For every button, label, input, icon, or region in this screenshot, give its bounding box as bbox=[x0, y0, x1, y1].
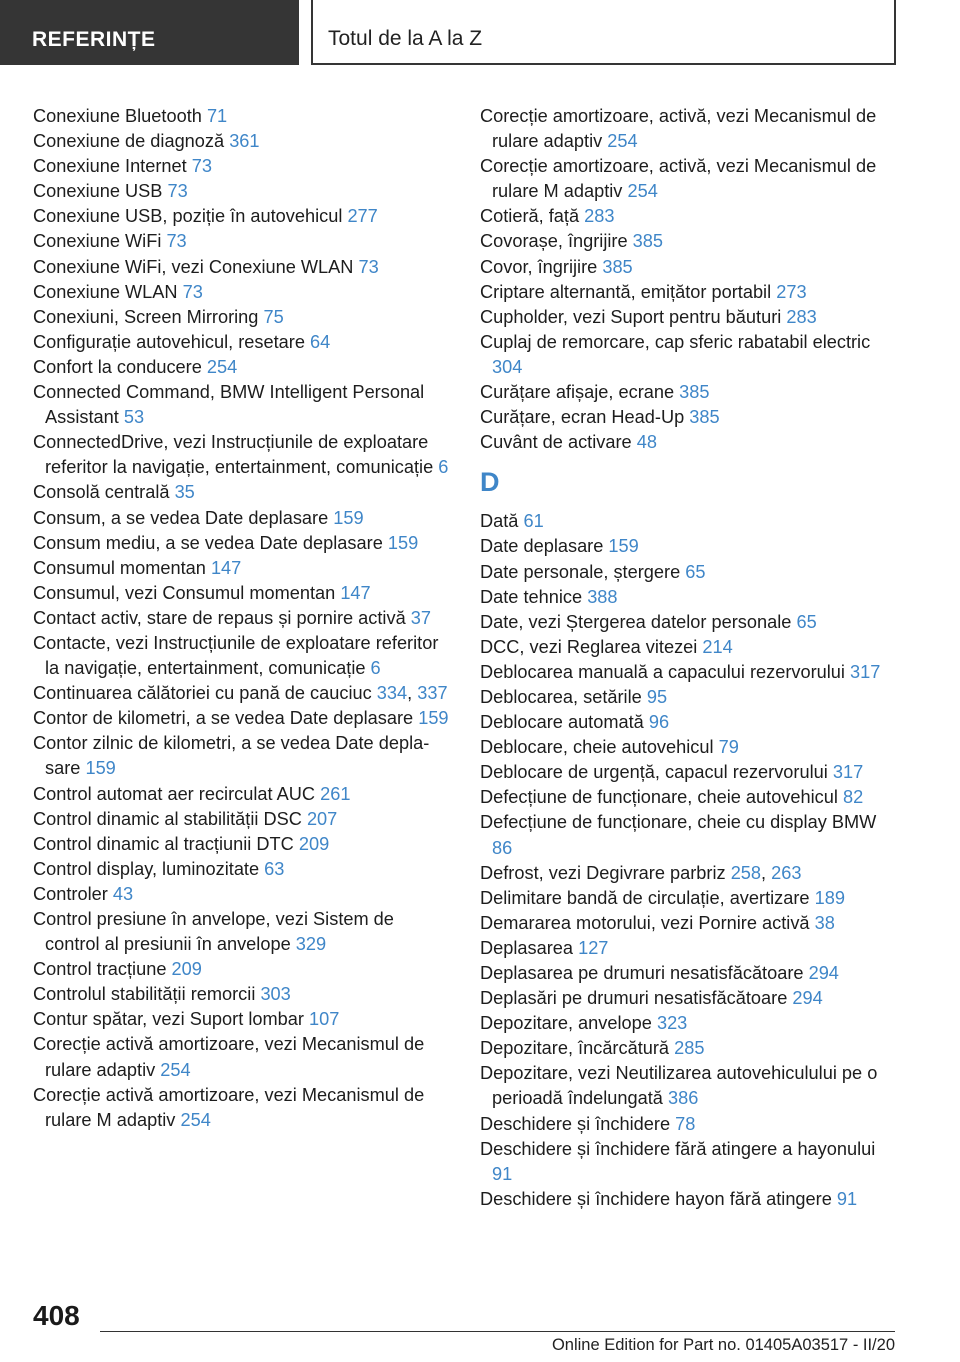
page-reference-link[interactable]: 73 bbox=[358, 256, 379, 277]
index-entry bbox=[33, 631, 453, 681]
index-entry-term: Contor de kilometri, a se vedea Date deplasare bbox=[33, 708, 414, 729]
index-entry-term: Configurație autovehicul, resetare bbox=[33, 331, 305, 352]
page-reference-link[interactable]: 385 bbox=[632, 231, 663, 252]
page-reference-link[interactable]: 43 bbox=[112, 883, 134, 904]
page-reference-link[interactable]: 6 bbox=[438, 457, 449, 478]
index-entry bbox=[33, 556, 453, 581]
index-entry bbox=[33, 330, 453, 355]
page-reference-link[interactable]: 385 bbox=[679, 382, 710, 403]
page-reference-link[interactable]: 75 bbox=[263, 306, 284, 327]
index-entry bbox=[33, 1083, 453, 1133]
index-entry-term: Conexiune WiFi bbox=[33, 231, 162, 252]
index-entry bbox=[480, 330, 900, 380]
page-reference-link[interactable]: 159 bbox=[85, 758, 116, 779]
index-entry bbox=[33, 706, 453, 731]
index-entry bbox=[33, 907, 453, 957]
index-entry bbox=[33, 280, 453, 305]
index-entry bbox=[480, 1036, 900, 1061]
index-entry bbox=[33, 480, 453, 505]
index-entry-term: Curățare afișaje, ecrane bbox=[480, 382, 675, 403]
index-entry bbox=[33, 506, 453, 531]
index-entry-term: Deschidere și închidere bbox=[480, 1113, 671, 1134]
page-reference-link[interactable]: 63 bbox=[264, 858, 285, 879]
index-entry bbox=[480, 986, 900, 1011]
page-reference-link[interactable]: 95 bbox=[646, 686, 668, 707]
page-reference-link[interactable]: 147 bbox=[340, 582, 371, 603]
index-entry bbox=[480, 560, 900, 585]
index-entry-term: Curățare, ecran Head-Up bbox=[480, 407, 685, 428]
index-entry-term: Control dinamic al stabilității DSC bbox=[33, 808, 302, 829]
page-reference-link[interactable]: 283 bbox=[584, 206, 615, 227]
index-entry bbox=[33, 1032, 453, 1082]
index-entry bbox=[33, 581, 453, 606]
index-entry bbox=[33, 1007, 453, 1032]
index-entry bbox=[33, 731, 453, 781]
index-entry-term: Delimitare bandă de circulație, avertizare bbox=[480, 887, 810, 908]
index-group-c bbox=[480, 104, 900, 455]
page-reference-link[interactable]: 337 bbox=[417, 683, 448, 704]
page-reference-link[interactable]: 159 bbox=[608, 536, 639, 557]
index-entry bbox=[33, 104, 453, 129]
index-entry bbox=[480, 405, 900, 430]
chapter-title: Totul de la A la Z bbox=[328, 27, 483, 50]
index-entry-term: Deblocare, cheie autovehicul bbox=[480, 737, 714, 758]
page-reference-link[interactable]: 107 bbox=[308, 1009, 340, 1030]
index-entry bbox=[480, 255, 900, 280]
page-reference-link[interactable]: 361 bbox=[229, 131, 260, 152]
index-entry-term: Conexiune Bluetooth bbox=[33, 106, 202, 126]
page-reference-link[interactable]: 79 bbox=[718, 737, 739, 758]
index-entry-term: Covorașe, îngrijire bbox=[480, 231, 628, 252]
index-entry-term: Conexiune WLAN bbox=[33, 281, 178, 302]
index-entry bbox=[480, 610, 900, 635]
index-entry bbox=[480, 509, 900, 534]
page-reference-link[interactable]: 254 bbox=[180, 1109, 211, 1130]
index-entry-term: Dată bbox=[480, 511, 519, 532]
page-reference-link[interactable]: 209 bbox=[171, 959, 202, 980]
index-entry-term: Consumul momentan bbox=[33, 557, 206, 578]
footer-edition: Online Edition for Part no. 01405A03517 - II/20 bbox=[551, 1336, 895, 1354]
index-entry bbox=[480, 204, 900, 229]
index-entry bbox=[480, 104, 900, 154]
index-entry-term: Controlul stabilității remorcii bbox=[33, 984, 256, 1005]
page-number: 408 bbox=[33, 1300, 80, 1331]
index-entry-term: Depozitare, vezi Neutilizarea autovehiculului pe o perioadă îndelungată bbox=[480, 1063, 878, 1109]
index-entry-term: Control automat aer recirculat AUC bbox=[33, 783, 316, 804]
index-entry-term: Conexiune de diagnoză bbox=[33, 131, 225, 152]
index-entry-term: Conexiune Internet bbox=[33, 156, 187, 177]
index-entry bbox=[480, 886, 900, 911]
page-reference-link[interactable]: 189 bbox=[814, 887, 845, 908]
index-entry-term: Date tehnice bbox=[480, 586, 583, 607]
index-entry-term: Contacte, vezi Instrucțiunile de exploatare referitor la navigație, entertainment, comunicație bbox=[33, 632, 439, 679]
index-entry-term: Corecție amortizoare, activă, vezi Mecanismul de rulare adaptiv bbox=[480, 106, 877, 152]
index-entry bbox=[480, 534, 900, 559]
index-entry-term: Consolă centrală bbox=[33, 482, 170, 503]
index-entry-term: Corecție activă amortizoare, vezi Mecanismul de rulare adaptiv bbox=[33, 1034, 425, 1080]
index-entry-term: Cuvânt de activare bbox=[480, 432, 632, 453]
page-reference-link[interactable]: 285 bbox=[674, 1038, 705, 1059]
page-reference-link[interactable]: 329 bbox=[295, 934, 327, 955]
index-entry-term: Depozitare, anvelope bbox=[480, 1013, 652, 1034]
index-entry bbox=[33, 179, 453, 204]
index-entry bbox=[480, 810, 900, 860]
page-reference-link[interactable]: 207 bbox=[306, 808, 338, 829]
index-entry-term: Control dinamic al tracțiunii DTC bbox=[33, 833, 294, 854]
index-entry bbox=[480, 911, 900, 936]
section-letter-d: D bbox=[480, 467, 500, 498]
index-entry bbox=[33, 430, 453, 480]
index-entry-term: Deblocarea manuală a capacului rezervorului bbox=[480, 661, 845, 682]
index-entry bbox=[480, 936, 900, 961]
index-entry bbox=[33, 857, 453, 882]
page-reference-link[interactable]: 73 bbox=[191, 156, 212, 177]
index-entry bbox=[480, 710, 900, 735]
index-entry bbox=[33, 807, 453, 832]
page-reference-link[interactable]: 304 bbox=[492, 356, 523, 377]
index-entry bbox=[480, 1112, 900, 1137]
page-reference-link[interactable]: 86 bbox=[492, 837, 513, 858]
page-reference-link[interactable]: 317 bbox=[832, 762, 864, 783]
index-entry-term: Deschidere și închidere fără atingere a hayonului bbox=[480, 1138, 876, 1159]
page-reference-link[interactable]: 64 bbox=[310, 331, 331, 352]
index-entry bbox=[480, 585, 900, 610]
footer-divider bbox=[100, 1331, 895, 1332]
index-entry-term: Consumul, vezi Consumul momentan bbox=[33, 582, 336, 603]
index-entry-term: Conexiuni, Screen Mirroring bbox=[33, 306, 259, 327]
index-entry-term: Covor, îngrijire bbox=[480, 256, 598, 277]
index-entry bbox=[480, 760, 900, 785]
index-entry-term: Date personale, ștergere bbox=[480, 561, 681, 582]
page-reference-link[interactable]: 334 bbox=[376, 683, 408, 704]
page-reference-link[interactable]: 159 bbox=[418, 708, 449, 729]
page-reference-link[interactable]: 127 bbox=[578, 937, 609, 958]
index-entry-term: Defecțiune de funcționare, cheie cu display BMW bbox=[480, 812, 877, 833]
page-reference-link[interactable]: 254 bbox=[160, 1059, 191, 1080]
index-entry bbox=[33, 229, 453, 254]
index-entry bbox=[480, 660, 900, 685]
index-entry bbox=[33, 957, 453, 982]
index-entry-term: Deblocarea, setările bbox=[480, 686, 642, 707]
page-reference-link[interactable]: 78 bbox=[675, 1113, 696, 1134]
index-entry bbox=[33, 129, 453, 154]
index-entry-term: Corecție activă amortizoare, vezi Mecanismul de rulare M adaptiv bbox=[33, 1084, 425, 1130]
index-entry bbox=[480, 1061, 900, 1111]
page-reference-link[interactable]: 214 bbox=[702, 636, 733, 657]
page-reference-link[interactable]: 323 bbox=[656, 1013, 688, 1034]
page-reference-link[interactable]: 65 bbox=[685, 561, 706, 582]
index-entry-term: Confort la conducere bbox=[33, 356, 202, 377]
index-entry-term: Cotieră, față bbox=[480, 206, 580, 227]
index-entry bbox=[33, 832, 453, 857]
page-reference-link[interactable]: 91 bbox=[836, 1188, 858, 1209]
page-reference-link[interactable]: 273 bbox=[776, 281, 807, 302]
index-entry bbox=[480, 380, 900, 405]
chapter-header bbox=[311, 0, 896, 65]
index-entry bbox=[480, 735, 900, 760]
index-entry bbox=[33, 782, 453, 807]
index-entry: Continuarea călătoriei cu pană de cauciuc 334, 337 bbox=[33, 683, 448, 704]
index-entry-term: Conexiune WiFi, vezi Conexiune WLAN bbox=[33, 256, 354, 277]
page-reference-link[interactable]: 96 bbox=[648, 712, 670, 733]
page-reference-link[interactable]: 71 bbox=[206, 106, 228, 126]
index-entry-term: Contur spătar, vezi Suport lombar bbox=[33, 1009, 304, 1030]
index-entry-term: Consum, a se vedea Date deplasare bbox=[33, 507, 329, 528]
index-entry bbox=[480, 1187, 900, 1212]
page-reference-link[interactable]: 91 bbox=[492, 1163, 513, 1184]
index-entry-term: Deplasarea bbox=[480, 937, 574, 958]
index-entry bbox=[480, 430, 900, 455]
index-entry bbox=[33, 982, 453, 1007]
page-reference-link[interactable]: 254 bbox=[627, 181, 658, 202]
index-entry bbox=[480, 280, 900, 305]
index-entry bbox=[33, 355, 453, 380]
index-entry-term: Deblocare automată bbox=[480, 712, 644, 733]
section-label: REFERINȚE bbox=[32, 28, 156, 51]
index-entry-term: Corecție amortizoare, activă, vezi Mecanismul de rulare M adaptiv bbox=[480, 156, 877, 202]
index-entry-term: Date, vezi Ștergerea datelor personale bbox=[480, 611, 792, 632]
section-tab bbox=[0, 0, 299, 65]
index-entry bbox=[480, 154, 900, 204]
index-entry-term: Conexiune USB bbox=[33, 181, 163, 202]
page-reference-link[interactable]: 37 bbox=[410, 607, 431, 628]
index-entry-term: Defecțiune de funcționare, cheie autovehicul bbox=[480, 787, 838, 808]
page-reference-link[interactable]: 61 bbox=[523, 511, 544, 532]
page-reference-link[interactable]: 386 bbox=[667, 1088, 699, 1109]
index-entry-term: Depozitare, încărcătură bbox=[480, 1038, 670, 1059]
page-reference-link[interactable]: 303 bbox=[260, 984, 291, 1005]
page-reference-link[interactable]: 294 bbox=[808, 963, 839, 983]
index-entry bbox=[33, 606, 453, 631]
page-reference-link[interactable]: 73 bbox=[167, 181, 188, 202]
page-reference-link[interactable]: 317 bbox=[850, 661, 881, 682]
page-reference-link[interactable]: 283 bbox=[786, 306, 817, 327]
page-reference-link[interactable]: 294 bbox=[792, 988, 823, 1009]
index-column-right bbox=[480, 104, 900, 1212]
index-entry-term: Continuarea călătoriei cu pană de cauciuc bbox=[33, 683, 372, 704]
page-reference-link[interactable]: 263 bbox=[771, 862, 802, 883]
page-reference-link[interactable]: 159 bbox=[387, 532, 419, 553]
index-entry-term: Control presiune în anvelope, vezi Sistem de control al presiunii în anvelope bbox=[33, 909, 394, 955]
index-entry-term: Control tracțiune bbox=[33, 959, 167, 980]
index-entry-term: Date deplasare bbox=[480, 536, 604, 557]
page-reference-link[interactable]: 388 bbox=[587, 586, 618, 607]
index-entry bbox=[480, 1137, 900, 1187]
page-reference-link[interactable]: 48 bbox=[636, 432, 657, 453]
index-entry bbox=[480, 961, 900, 986]
index-entry bbox=[33, 305, 453, 330]
index-entry bbox=[33, 154, 453, 179]
index-entry-term: Cuplaj de remorcare, cap sferic rabatabil electric bbox=[480, 331, 871, 352]
index-entry bbox=[480, 685, 900, 710]
index-entry bbox=[480, 229, 900, 254]
page-reference-link[interactable]: 261 bbox=[320, 783, 351, 804]
index-entry bbox=[480, 635, 900, 660]
page-reference-link[interactable]: 35 bbox=[174, 482, 195, 503]
index-entry-term: Deplasarea pe drumuri nesatisfăcătoare bbox=[480, 963, 804, 983]
index-entry-term: Cupholder, vezi Suport pentru băuturi bbox=[480, 306, 782, 327]
index-entry bbox=[33, 882, 453, 907]
page-reference-link[interactable]: 53 bbox=[123, 407, 145, 428]
page-reference-link[interactable]: 385 bbox=[602, 256, 633, 277]
index-entry-term: ConnectedDrive, vezi Instrucțiunile de exploatare referitor la navigație, entertainment, comunicație bbox=[33, 432, 434, 478]
index-entry bbox=[33, 204, 453, 229]
page-reference-link[interactable]: 258 bbox=[730, 862, 762, 883]
index-entry-term: Consum mediu, a se vedea Date deplasare bbox=[33, 532, 383, 553]
page-reference-link[interactable]: 6 bbox=[370, 658, 381, 679]
page-reference-link[interactable]: 385 bbox=[689, 407, 720, 428]
page-reference-link[interactable]: 147 bbox=[210, 557, 242, 578]
index-entry bbox=[33, 531, 453, 556]
index-entry bbox=[33, 255, 453, 280]
page-reference-link[interactable]: 38 bbox=[814, 912, 835, 933]
index-entry bbox=[480, 1011, 900, 1036]
page-reference-link[interactable]: 254 bbox=[206, 356, 238, 377]
page-reference-link[interactable]: 277 bbox=[347, 206, 378, 227]
index-entry-term: Contor zilnic de kilometri, a se vedea Date deplasare bbox=[33, 733, 430, 779]
index-entry-term: Control display, luminozitate bbox=[33, 858, 260, 879]
index-entry-term: Connected Command, BMW Intelligent Personal Assistant bbox=[33, 382, 425, 428]
index-entry-term: Controler bbox=[33, 883, 108, 904]
index-entry-term: Deblocare de urgență, capacul rezervorului bbox=[480, 762, 828, 783]
page-reference-link[interactable]: 254 bbox=[607, 131, 638, 152]
page-reference-link[interactable]: 73 bbox=[182, 281, 203, 302]
index-entry bbox=[480, 785, 900, 810]
index-entry-term: Deschidere și închidere hayon fără atingere bbox=[480, 1188, 832, 1209]
index-entry-term: Criptare alternantă, emițător portabil bbox=[480, 281, 772, 302]
index-entry-term: Conexiune USB, poziție în autovehicul bbox=[33, 206, 343, 227]
index-entry bbox=[33, 380, 453, 430]
page-reference-link[interactable]: 209 bbox=[298, 833, 330, 854]
index-entry-term: Contact activ, stare de repaus și pornire activă bbox=[33, 607, 406, 628]
index-entry-term: Demararea motorului, vezi Pornire activă bbox=[480, 912, 810, 933]
index-entry: Defrost, vezi Degivrare parbriz 258, 263 bbox=[480, 862, 802, 883]
page-reference-link[interactable]: 159 bbox=[333, 507, 364, 528]
index-group-d bbox=[480, 509, 900, 1212]
page-reference-link[interactable]: 73 bbox=[166, 231, 187, 252]
index-entry-term: Defrost, vezi Degivrare parbriz bbox=[480, 862, 726, 883]
index-entry-term: DCC, vezi Reglarea vitezei bbox=[480, 636, 698, 657]
index-column-left bbox=[33, 104, 453, 1133]
index-entry bbox=[480, 305, 900, 330]
page-reference-link[interactable]: 82 bbox=[843, 787, 864, 808]
page-reference-link[interactable]: 65 bbox=[796, 611, 817, 632]
index-entry-term: Deplasări pe drumuri nesatisfăcătoare bbox=[480, 988, 788, 1009]
